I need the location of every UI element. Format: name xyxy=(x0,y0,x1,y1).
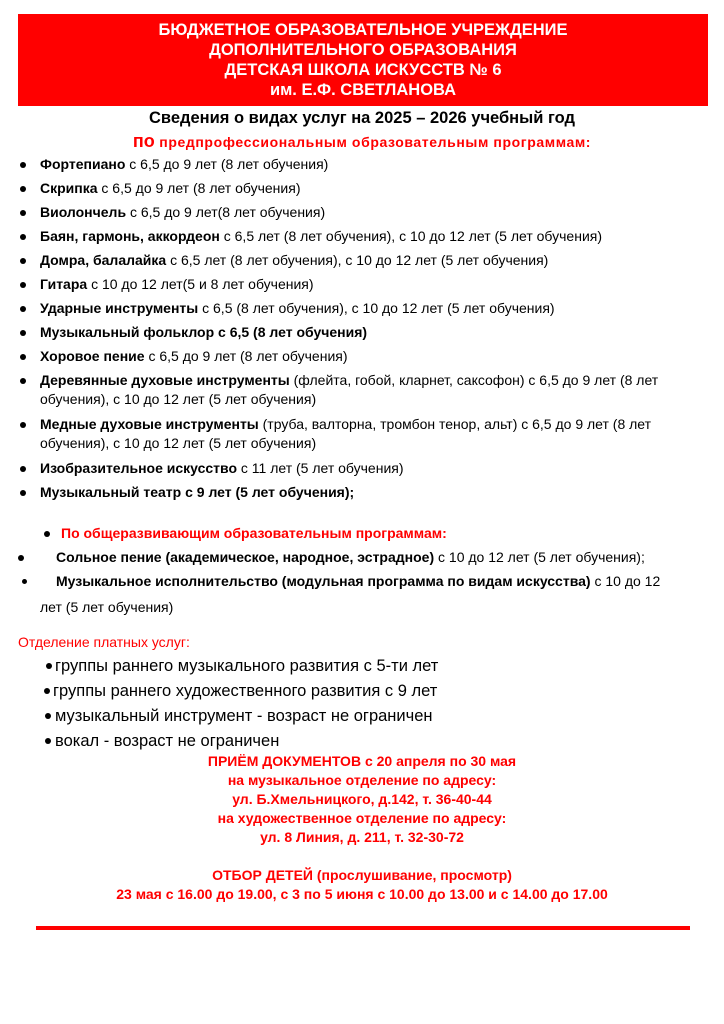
preprof-heading-prefix: по xyxy=(132,131,155,151)
program-name: Хоровое пение xyxy=(40,348,145,364)
bullet-icon xyxy=(45,713,51,719)
selection-title: ОТБОР ДЕТЕЙ (прослушивание, просмотр) xyxy=(212,867,512,883)
list-item xyxy=(40,483,354,501)
admission-line-3: ул. Б.Хмельницкого, д.142, т. 36-40-44 xyxy=(232,791,492,807)
program-detail: с 6,5 лет (8 лет обучения), с 10 до 12 лет (5 лет обучения) xyxy=(166,252,549,268)
header-line-4: им. Е.Ф. СВЕТЛАНОВА xyxy=(269,81,457,99)
bullet-icon xyxy=(20,354,26,360)
program-detail: с 11 лет (5 лет обучения) xyxy=(237,460,404,476)
list-item xyxy=(40,415,651,433)
program-detail: с 6,5 (8 лет обучения), с 10 до 12 лет (5 лет обучения) xyxy=(198,300,555,316)
list-item xyxy=(56,572,660,590)
selection-schedule: 23 мая с 16.00 до 19.00, с 3 по 5 июня с 10.00 до 13.00 и с 14.00 до 17.00 xyxy=(116,886,608,902)
program-detail: с 6,5 лет (8 лет обучения), с 10 до 12 лет (5 лет обучения) xyxy=(219,228,603,244)
list-item xyxy=(40,371,658,389)
program-detail: с 6,5 до 9 лет (8 лет обучения) xyxy=(97,180,301,196)
bottom-divider xyxy=(36,926,690,930)
program-name: Музыкальный фольклор с 6,5 (8 лет обучения) xyxy=(40,324,368,340)
program-detail: с 6,5 до 9 лет (8 лет обучения) xyxy=(125,156,329,172)
list-item: группы раннего музыкального развития с 5-ти лет xyxy=(55,657,439,675)
header-banner xyxy=(18,14,708,106)
header-line-2: ДОПОЛНИТЕЛЬНОГО ОБРАЗОВАНИЯ xyxy=(209,41,517,59)
bullet-icon xyxy=(44,688,50,694)
program-name: Сольное пение (академическое, народное, эстрадное) xyxy=(56,549,435,565)
header-line-3: ДЕТСКАЯ ШКОЛА ИСКУССТВ № 6 xyxy=(224,61,502,79)
bullet-icon xyxy=(22,579,27,584)
program-name: Скрипка xyxy=(40,180,98,196)
program-name: Музыкальное исполнительство (модульная программа по видам искусства) xyxy=(56,573,591,589)
bullet-icon xyxy=(20,234,26,240)
header-line-1: БЮДЖЕТНОЕ ОБРАЗОВАТЕЛЬНОЕ УЧРЕЖДЕНИЕ xyxy=(158,21,568,39)
list-item xyxy=(40,459,404,477)
bullet-icon xyxy=(45,738,51,744)
list-item xyxy=(40,251,548,269)
list-item: группы раннего художественного развития с 9 лет xyxy=(53,682,438,700)
bullet-icon xyxy=(20,378,26,384)
bullet-icon xyxy=(20,422,26,428)
bullet-icon xyxy=(20,258,26,264)
bullet-icon xyxy=(18,555,24,561)
program-detail: с 10 до 12 лет(5 и 8 лет обучения) xyxy=(87,276,314,292)
program-detail: с 6,5 до 9 лет (8 лет обучения) xyxy=(144,348,348,364)
program-detail: с 10 до 12 лет (5 лет обучения); xyxy=(434,549,645,565)
program-detail: (труба, валторна, тромбон тенор, альт) с 6,5 до 9 лет (8 лет xyxy=(258,416,652,432)
program-detail: с 10 до 12 xyxy=(590,573,661,589)
list-item xyxy=(40,227,602,245)
bullet-icon xyxy=(20,282,26,288)
program-name: Гитара xyxy=(40,276,88,292)
bullet-icon xyxy=(20,162,26,168)
program-name: Фортепиано xyxy=(40,156,126,172)
list-item-continuation: обучения), с 10 до 12 лет (5 лет обучения) xyxy=(40,391,317,407)
preprof-heading xyxy=(0,131,724,152)
program-detail: (флейта, гобой, кларнет, саксофон) с 6,5 до 9 лет (8 лет xyxy=(289,372,659,388)
bullet-icon xyxy=(20,210,26,216)
bullet-icon xyxy=(20,466,26,472)
list-item xyxy=(40,275,314,293)
page-subtitle: Сведения о видах услуг на 2025 – 2026 учебный год xyxy=(149,109,575,127)
list-item xyxy=(40,299,555,317)
bullet-icon xyxy=(46,663,52,669)
admission-line-5: ул. 8 Линия, д. 211, т. 32-30-72 xyxy=(260,829,464,845)
admission-line-2: на музыкальное отделение по адресу: xyxy=(227,772,497,788)
list-item xyxy=(40,323,367,341)
list-item-continuation: лет (5 лет обучения) xyxy=(40,599,174,615)
program-name: Медные духовые инструменты xyxy=(40,416,259,432)
list-item xyxy=(40,347,348,365)
list-item-continuation: обучения), с 10 до 12 лет (5 лет обучения) xyxy=(40,435,317,451)
bullet-icon xyxy=(20,186,26,192)
list-item xyxy=(40,155,328,173)
program-name: Виолончель xyxy=(40,204,127,220)
list-item xyxy=(56,548,645,566)
list-item: вокал - возраст не ограничен xyxy=(55,732,280,750)
program-detail: с 6,5 до 9 лет(8 лет обучения) xyxy=(126,204,326,220)
program-name: Музыкальный театр с 9 лет (5 лет обучения); xyxy=(40,484,355,500)
program-name: Изобразительное искусство xyxy=(40,460,238,476)
preprof-heading-text: предпрофессиональным образовательным программам: xyxy=(154,134,592,150)
bullet-icon xyxy=(20,330,26,336)
general-heading: По общеразвивающим образовательным программам: xyxy=(61,525,447,541)
program-name: Баян, гармонь, аккордеон xyxy=(40,228,220,244)
program-name: Деревянные духовые инструменты xyxy=(40,372,290,388)
program-name: Ударные инструменты xyxy=(40,300,199,316)
admission-line-4: на художественное отделение по адресу: xyxy=(217,810,507,826)
program-name: Домра, балалайка xyxy=(40,252,167,268)
paid-heading: Отделение платных услуг: xyxy=(18,634,190,650)
list-item xyxy=(40,179,300,197)
bullet-icon xyxy=(44,531,50,537)
bullet-icon xyxy=(20,306,26,312)
list-item: музыкальный инструмент - возраст не ограничен xyxy=(55,707,433,725)
bullet-icon xyxy=(20,490,26,496)
list-item xyxy=(40,203,325,221)
admission-line-1: ПРИЁМ ДОКУМЕНТОВ с 20 апреля по 30 мая xyxy=(207,753,517,769)
